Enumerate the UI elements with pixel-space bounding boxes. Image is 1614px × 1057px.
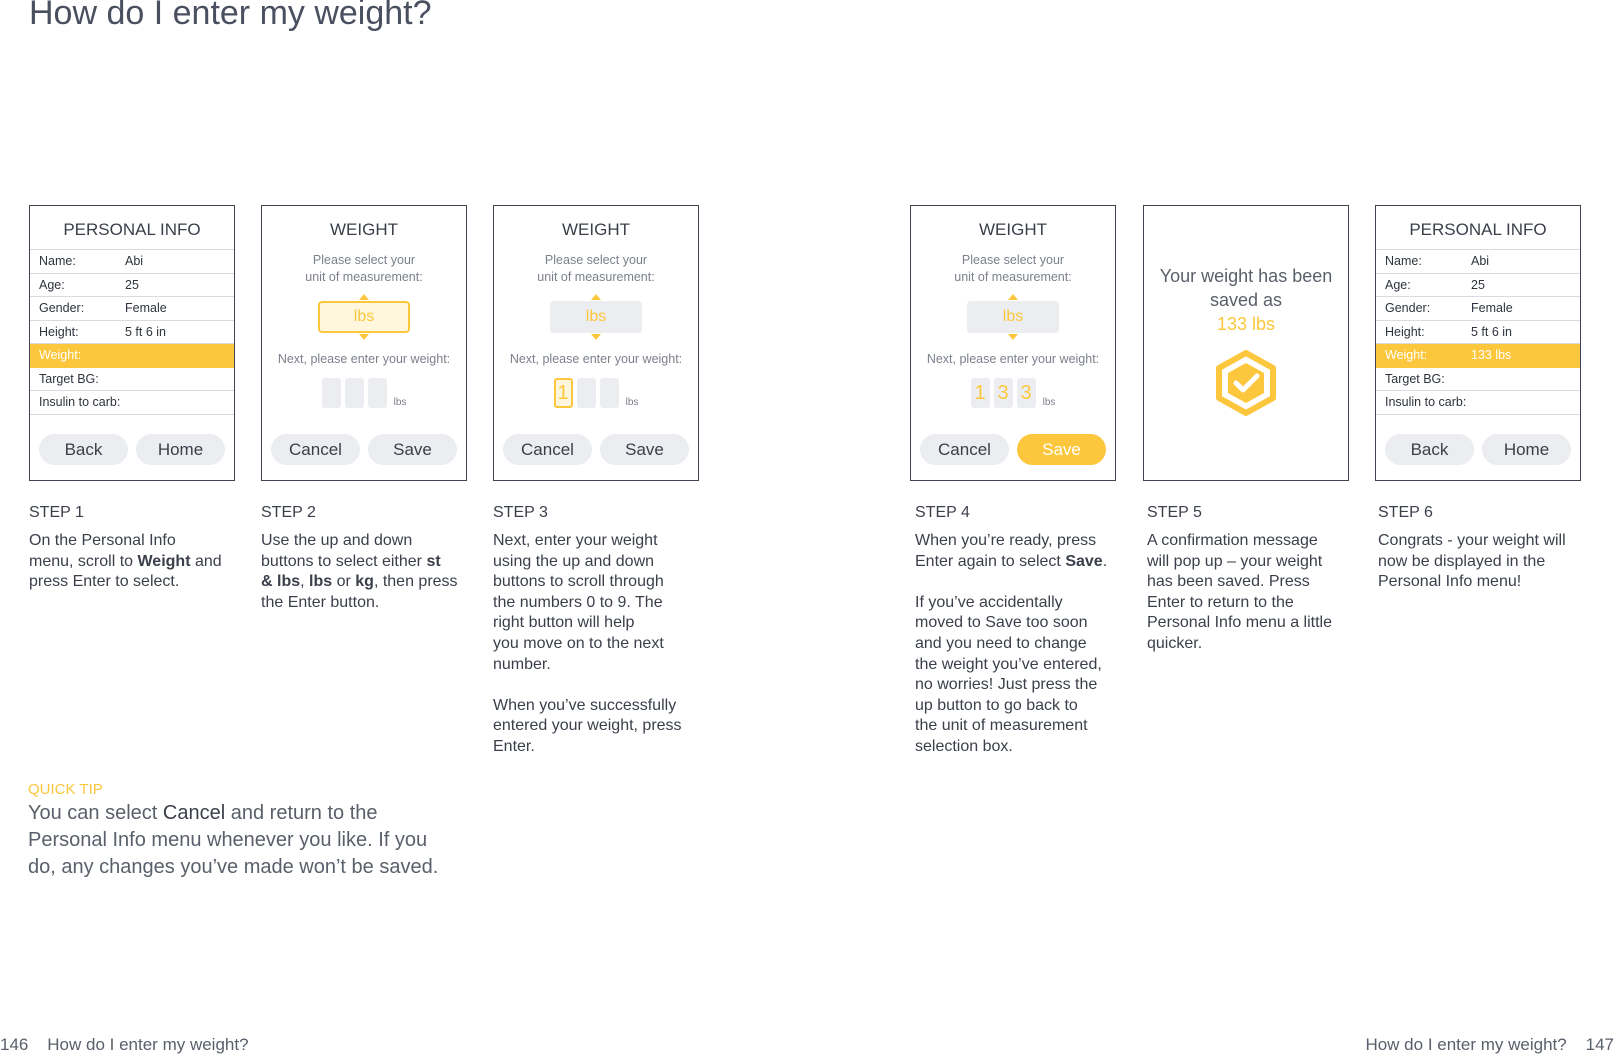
- screen-step3-weight-digits: [493, 205, 699, 481]
- value-name: Abi: [125, 254, 144, 269]
- step4-title: STEP 4: [915, 504, 970, 521]
- down-arrow-icon[interactable]: [359, 334, 369, 340]
- step4-line1: When you’re ready, press: [915, 532, 1097, 549]
- step4-line: up button to go back to: [915, 696, 1078, 714]
- footer-title-right: How do I enter my weight?: [1365, 1035, 1567, 1054]
- label-gender: Gender:: [39, 301, 85, 316]
- row-gender[interactable]: [1376, 297, 1580, 321]
- down-arrow-icon[interactable]: [591, 334, 601, 340]
- step1-line2: menu, scroll to: [29, 552, 138, 570]
- step3-line: buttons to scroll through: [493, 573, 664, 591]
- step2-bold-st: st: [426, 552, 441, 570]
- prompt-line2: unit of measurement:: [537, 270, 655, 284]
- digit-box-2[interactable]: [345, 378, 364, 408]
- step4-line: moved to Save too soon: [915, 614, 1088, 632]
- row-height[interactable]: [1376, 321, 1580, 345]
- home-button[interactable]: Home: [136, 434, 225, 465]
- quick-tip-title: QUICK TIP: [28, 781, 103, 798]
- prompt-line1: Please select your: [312, 253, 416, 267]
- tip-line3: do, any changes you’ve made won’t be saved.: [28, 856, 439, 878]
- tip-line1: You can select: [28, 802, 163, 824]
- step6-line: now be displayed in the: [1378, 552, 1546, 570]
- cancel-button[interactable]: Cancel: [920, 434, 1009, 465]
- screen-step4-save: [910, 205, 1116, 481]
- step5-line: Personal Info menu a little: [1147, 614, 1332, 632]
- screen-title: WEIGHT: [979, 220, 1047, 239]
- step3-title: STEP 3: [493, 504, 548, 521]
- unit-prompt: [494, 252, 698, 286]
- weight-prompt: Next, please enter your weight:: [926, 352, 1100, 366]
- step5-line: quicker.: [1147, 634, 1203, 652]
- footer-right: [1365, 1035, 1614, 1055]
- label-weight: Weight:: [39, 348, 82, 363]
- save-button[interactable]: Save: [368, 434, 457, 465]
- digit-entry: [494, 378, 698, 408]
- step2-line4: the Enter button.: [261, 593, 380, 611]
- weight-prompt: Next, please enter your weight:: [277, 352, 451, 366]
- screen-step5-confirmation: [1143, 205, 1349, 481]
- confirmation-line2: saved as: [1209, 290, 1283, 310]
- step1-line1: On the Personal Info: [29, 532, 176, 549]
- digit-unit: lbs: [393, 397, 407, 408]
- up-arrow-icon[interactable]: [591, 294, 601, 300]
- digit-unit: lbs: [1042, 397, 1056, 408]
- confirmation-line1: Your weight has been: [1159, 266, 1333, 286]
- step3-line: you move on to the next: [493, 634, 664, 652]
- unit-selector[interactable]: lbs: [318, 301, 410, 333]
- row-target-bg[interactable]: [1376, 368, 1580, 392]
- row-weight[interactable]: [30, 344, 234, 368]
- cancel-button[interactable]: Cancel: [271, 434, 360, 465]
- step3-line: the numbers 0 to 9. The: [493, 593, 663, 611]
- value-height: 5 ft 6 in: [125, 324, 166, 339]
- value-age: 25: [1471, 277, 1485, 292]
- back-button[interactable]: Back: [1385, 434, 1474, 465]
- tip-line1-end: and return to the: [225, 802, 378, 824]
- screen-step1-personal-info: [29, 205, 235, 481]
- digit-box-3[interactable]: 3: [1017, 378, 1036, 408]
- digit-box-1[interactable]: 1: [554, 378, 573, 408]
- value-gender: Female: [125, 301, 167, 316]
- step4-line: selection box.: [915, 737, 1013, 755]
- step3-line: Next, enter your weight: [493, 532, 658, 549]
- step1-line2-end: and: [190, 552, 222, 570]
- step1-text: [29, 531, 222, 593]
- step4-period: .: [1102, 552, 1108, 570]
- row-insulin[interactable]: [1376, 391, 1580, 415]
- button-bar: [1385, 434, 1571, 465]
- row-name[interactable]: [1376, 250, 1580, 274]
- digit-entry: [262, 378, 466, 408]
- label-gender: Gender:: [1385, 301, 1431, 316]
- row-insulin[interactable]: [30, 391, 234, 415]
- button-bar: [39, 434, 225, 465]
- step5-line: has been saved. Press: [1147, 573, 1310, 591]
- footer-left: [0, 1035, 249, 1055]
- step2-title: STEP 2: [261, 504, 316, 521]
- digit-unit: lbs: [625, 397, 639, 408]
- step3-text: [493, 531, 682, 758]
- label-target-bg: Target BG:: [1385, 371, 1445, 386]
- confirmation-message: [1144, 264, 1348, 336]
- button-bar: [920, 434, 1106, 465]
- step2-then: , then press: [373, 573, 458, 591]
- step3-line: number.: [493, 655, 551, 673]
- row-age[interactable]: [30, 274, 234, 298]
- step6-line: Congrats - your weight will: [1378, 532, 1566, 549]
- step5-line: A confirmation message: [1147, 532, 1318, 549]
- digit-box-1[interactable]: 1: [971, 378, 990, 408]
- step6-title: STEP 6: [1378, 504, 1433, 521]
- digit-box-3[interactable]: [368, 378, 387, 408]
- up-arrow-icon[interactable]: [1008, 294, 1018, 300]
- step3-line: entered your weight, press: [493, 717, 682, 735]
- label-height: Height:: [39, 324, 79, 339]
- prompt-line1: Please select your: [961, 253, 1065, 267]
- prompt-line2: unit of measurement:: [954, 270, 1072, 284]
- value-gender: Female: [1471, 301, 1513, 316]
- label-name: Name:: [1385, 254, 1422, 269]
- step2-bold-lbs1: & lbs: [261, 573, 301, 591]
- step3-line: using the up and down: [493, 552, 655, 570]
- screen-title: WEIGHT: [330, 220, 398, 239]
- footer-title-left: How do I enter my weight?: [47, 1035, 249, 1054]
- hexagon-check-icon: [1215, 350, 1277, 416]
- step4-line2: Enter again to select: [915, 552, 1066, 570]
- page-number-right: 147: [1585, 1035, 1614, 1054]
- back-button[interactable]: Back: [39, 434, 128, 465]
- step2-bold-kg: kg: [355, 573, 374, 591]
- label-age: Age:: [1385, 277, 1411, 292]
- value-height: 5 ft 6 in: [1471, 324, 1512, 339]
- step5-text: [1147, 531, 1332, 655]
- save-button[interactable]: Save: [600, 434, 689, 465]
- save-button[interactable]: Save: [1017, 434, 1106, 465]
- step2-line1: Use the up and down: [261, 532, 413, 549]
- tip-line2: Personal Info menu whenever you like. If you: [28, 829, 428, 851]
- step5-line: Enter to return to the: [1147, 593, 1294, 611]
- button-bar: [503, 434, 689, 465]
- step3-line: When you’ve successfully: [493, 696, 677, 714]
- step4-line: no worries! Just press the: [915, 676, 1098, 694]
- tip-cancel-word: Cancel: [162, 802, 226, 824]
- screen-title: WEIGHT: [562, 220, 630, 239]
- quick-tip-text: [28, 800, 438, 881]
- home-button[interactable]: Home: [1482, 434, 1571, 465]
- screen-title: PERSONAL INFO: [63, 220, 201, 239]
- info-list: [1376, 249, 1580, 415]
- down-arrow-icon[interactable]: [1008, 334, 1018, 340]
- info-list: [30, 249, 234, 415]
- step5-line: will pop up – your weight: [1147, 552, 1323, 570]
- unit-selector[interactable]: lbs: [550, 301, 642, 333]
- row-gender[interactable]: [30, 297, 234, 321]
- step6-line: Personal Info menu!: [1378, 573, 1522, 591]
- row-height[interactable]: [30, 321, 234, 345]
- step4-line: If you’ve accidentally: [915, 593, 1063, 611]
- row-name[interactable]: [30, 250, 234, 274]
- step4-bold-save: Save: [1065, 552, 1103, 570]
- step1-bold-weight: Weight: [137, 552, 191, 570]
- digit-box-2[interactable]: 3: [994, 378, 1013, 408]
- label-height: Height:: [1385, 324, 1425, 339]
- step1-title: STEP 1: [29, 504, 84, 521]
- label-target-bg: Target BG:: [39, 371, 99, 386]
- row-age[interactable]: [1376, 274, 1580, 298]
- label-insulin: Insulin to carb:: [39, 395, 121, 410]
- digit-box-3[interactable]: [600, 378, 619, 408]
- weight-prompt: Next, please enter your weight:: [509, 352, 683, 366]
- screen-step2-weight-unit: [261, 205, 467, 481]
- button-bar: [271, 434, 457, 465]
- digit-box-1[interactable]: [322, 378, 341, 408]
- value-weight: 133 lbs: [1471, 348, 1512, 363]
- unit-selector[interactable]: lbs: [967, 301, 1059, 333]
- step2-or: or: [332, 573, 356, 591]
- row-target-bg[interactable]: [30, 368, 234, 392]
- step2-bold-lbs2: lbs: [309, 573, 333, 591]
- step4-text: [915, 531, 1107, 758]
- step1-line3: press Enter to select.: [29, 573, 180, 591]
- step3-line: right button will help: [493, 614, 635, 632]
- step3-line: Enter.: [493, 737, 535, 755]
- page-number-left: 146: [0, 1035, 29, 1054]
- digit-box-2[interactable]: [577, 378, 596, 408]
- row-weight[interactable]: [1376, 344, 1580, 368]
- page-title: How do I enter my weight?: [29, 0, 432, 32]
- prompt-line1: Please select your: [544, 253, 648, 267]
- value-age: 25: [125, 277, 139, 292]
- label-age: Age:: [39, 277, 65, 292]
- label-weight: Weight:: [1385, 348, 1428, 363]
- unit-prompt: [262, 252, 466, 286]
- cancel-button[interactable]: Cancel: [503, 434, 592, 465]
- step2-text: [261, 531, 458, 613]
- label-name: Name:: [39, 254, 76, 269]
- value-name: Abi: [1471, 254, 1490, 269]
- confirmation-value: 133 lbs: [1216, 314, 1276, 334]
- step6-text: [1378, 531, 1566, 593]
- step4-line: the unit of measurement: [915, 717, 1088, 735]
- label-insulin: Insulin to carb:: [1385, 395, 1467, 410]
- prompt-line2: unit of measurement:: [305, 270, 423, 284]
- up-arrow-icon[interactable]: [359, 294, 369, 300]
- unit-prompt: [911, 252, 1115, 286]
- screen-step6-personal-info: [1375, 205, 1581, 481]
- step2-line2: buttons to select either: [261, 552, 427, 570]
- step4-line: and you need to change: [915, 634, 1087, 652]
- screen-title: PERSONAL INFO: [1409, 220, 1547, 239]
- digit-entry: [911, 378, 1115, 408]
- step2-comma: ,: [300, 573, 310, 591]
- step5-title: STEP 5: [1147, 504, 1202, 521]
- step4-line: the weight you’ve entered,: [915, 655, 1102, 673]
